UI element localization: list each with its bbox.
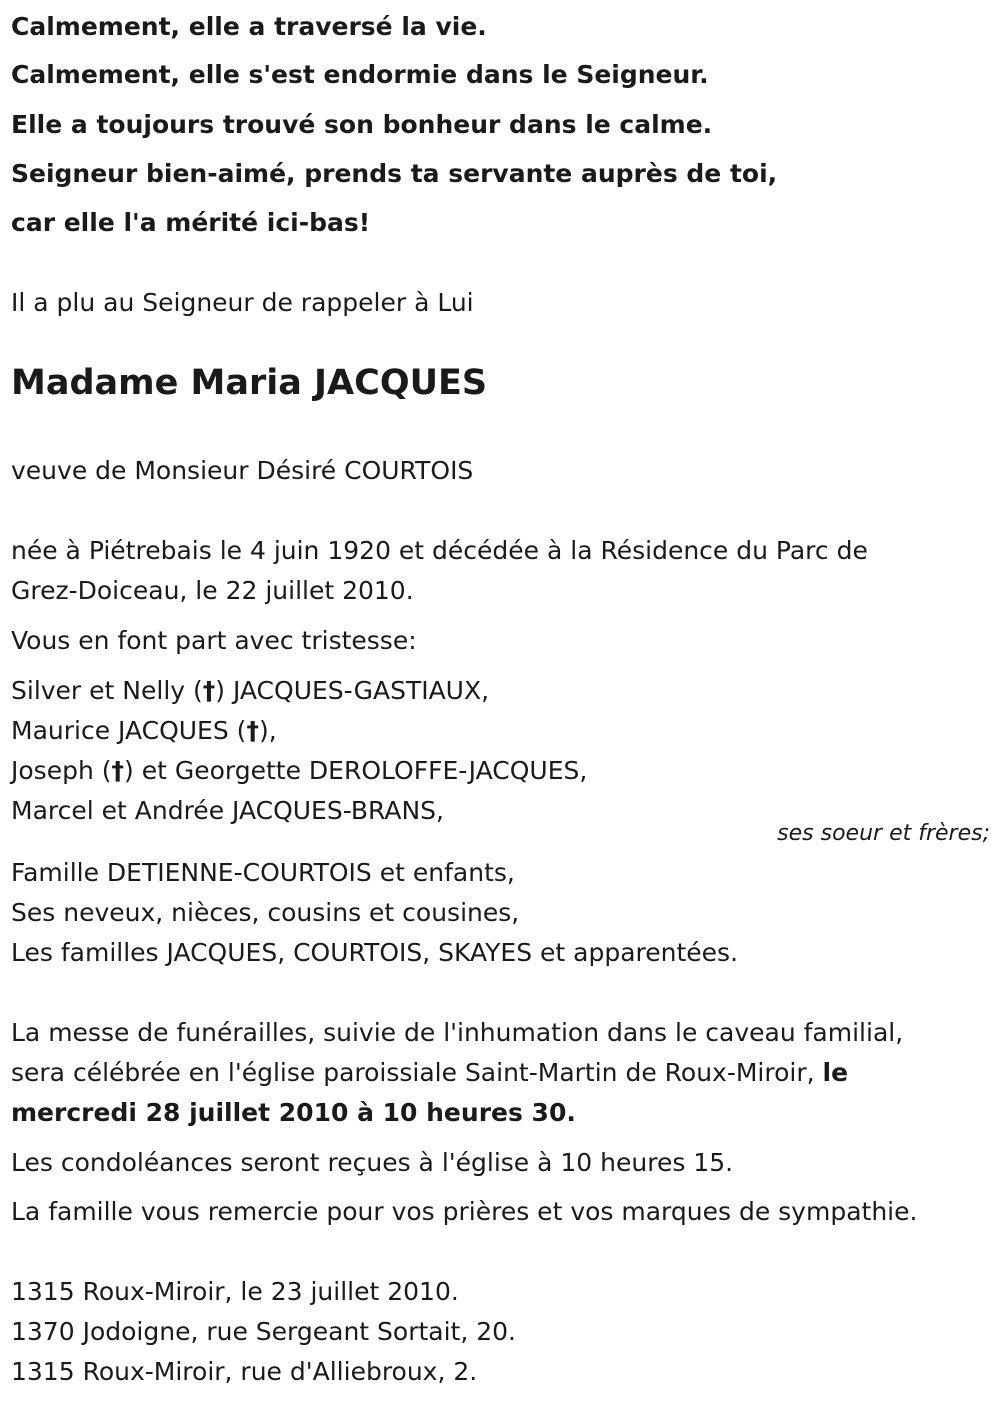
cross-icon: †	[202, 676, 216, 705]
sibling-line-2	[11, 716, 277, 746]
sibling-line-1	[11, 676, 489, 706]
address-line-1: 1315 Roux-Miroir, le 23 juillet 2010.	[11, 1277, 459, 1306]
mass-line-2-text: sera célébrée en l'église paroissiale Saint-Martin de Roux-Miroir,	[11, 1058, 823, 1087]
announce-text: Vous en font part avec tristesse:	[11, 626, 417, 655]
sibling-line-1-end: ) JACQUES-GASTIAUX,	[215, 676, 490, 705]
cross-icon: †	[246, 716, 259, 745]
condolences-text: Les condoléances seront reçues à l'église à 10 heures 15.	[11, 1148, 734, 1177]
widow-of-text: veuve de Monsieur Désiré COURTOIS	[11, 456, 474, 485]
poem-line-2: Calmement, elle s'est endormie dans le Seigneur.	[11, 60, 709, 89]
sibling-line-2-start: Maurice JACQUES (	[11, 716, 247, 745]
sibling-line-2-end: ),	[258, 716, 277, 745]
poem-line-4: Seigneur bien-aimé, prends ta servante auprès de toi,	[11, 159, 778, 188]
family-line-3: Les familles JACQUES, COURTOIS, SKAYES et apparentées.	[11, 938, 739, 967]
deceased-name: Madame Maria JACQUES	[11, 363, 488, 403]
siblings-role: ses soeur et frères;	[777, 821, 990, 846]
family-line-2: Ses neveux, nièces, cousins et cousines,	[11, 898, 520, 927]
sibling-line-3	[11, 756, 587, 786]
sibling-line-4: Marcel et Andrée JACQUES-BRANS,	[11, 796, 444, 825]
sibling-line-3-end: ) et Georgette DEROLOFFE-JACQUES,	[124, 756, 588, 785]
poem-line-1: Calmement, elle a traversé la vie.	[11, 12, 487, 41]
mass-line-1: La messe de funérailles, suivie de l'inhumation dans le caveau familial,	[11, 1018, 904, 1047]
family-line-1: Famille DETIENNE-COURTOIS et enfants,	[11, 858, 515, 887]
birth-death-line-2: Grez-Doiceau, le 22 juillet 2010.	[11, 576, 414, 605]
thanks-text: La famille vous remercie pour vos prières et vos marques de sympathie.	[11, 1197, 918, 1226]
poem-line-3: Elle a toujours trouvé son bonheur dans le calme.	[11, 110, 713, 139]
birth-death-line-1: née à Piétrebais le 4 juin 1920 et décédée à la Résidence du Parc de	[11, 536, 868, 565]
intro-text: Il a plu au Seigneur de rappeler à Lui	[11, 288, 474, 317]
poem-line-5: car elle l'a mérité ici-bas!	[11, 208, 371, 237]
address-line-2: 1370 Jodoigne, rue Sergeant Sortait, 20.	[11, 1317, 517, 1346]
address-line-3: 1315 Roux-Miroir, rue d'Alliebroux, 2.	[11, 1357, 478, 1386]
sibling-line-3-start: Joseph (	[11, 756, 112, 785]
sibling-line-1-start: Silver et Nelly (	[11, 676, 203, 705]
mass-line-3: mercredi 28 juillet 2010 à 10 heures 30.	[11, 1098, 576, 1127]
mass-line-2-bold: le	[822, 1058, 849, 1087]
cross-icon: †	[111, 756, 124, 785]
mass-line-2	[11, 1058, 848, 1088]
